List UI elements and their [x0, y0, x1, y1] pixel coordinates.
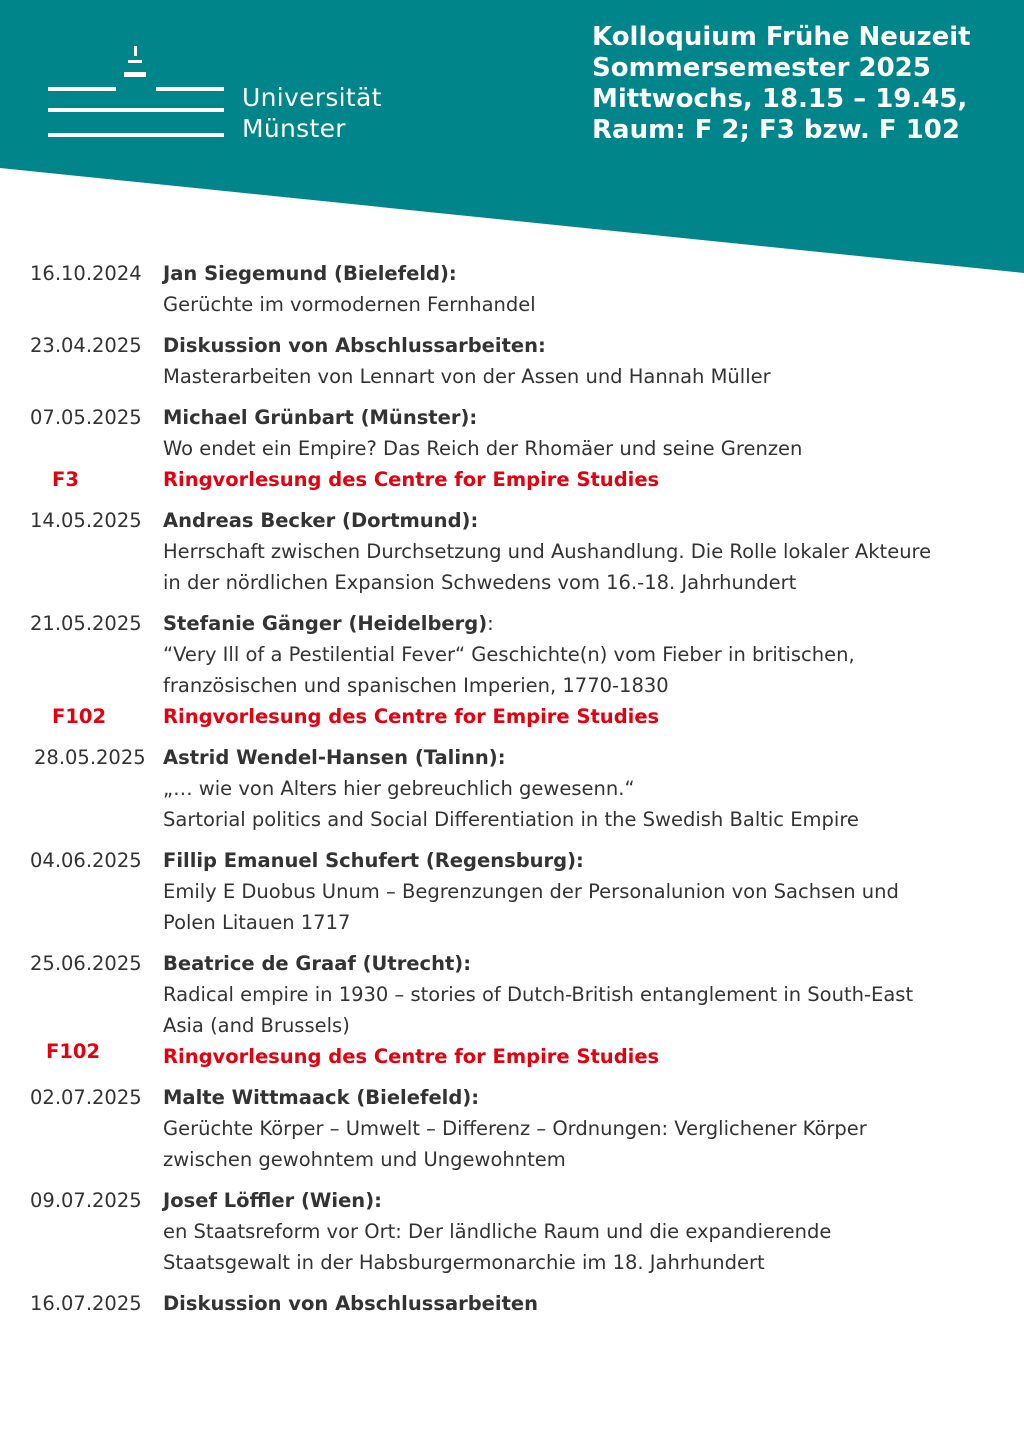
session-topic-line: Asia (and Brussels) [163, 1014, 350, 1037]
schedule-entry [0, 742, 1024, 835]
colloquium-title: Kolloquium Frühe Neuzeit [592, 22, 971, 52]
schedule-entry [0, 948, 1024, 1072]
logo-mark-small [128, 60, 142, 63]
session-date: 09.07.2025 [30, 1189, 142, 1212]
session-speaker: Astrid Wendel-Hansen (Talinn): [163, 746, 506, 769]
session-topic-line: „… wie von Alters hier gebreuchlich gewesenn.“ [163, 777, 635, 800]
session-topic-line: “Very Ill of a Pestilential Fever“ Geschichte(n) vom Fieber in britischen, [163, 643, 855, 666]
session-speaker: Andreas Becker (Dortmund): [163, 509, 479, 532]
speaker-colon: : [487, 612, 494, 635]
session-topic-line: Sartorial politics and Social Differentiation in the Swedish Baltic Empire [163, 808, 859, 831]
session-topic-line: Staatsgewalt in der Habsburgermonarchie im 18. Jahrhundert [163, 1251, 765, 1274]
session-date: 16.10.2024 [30, 262, 142, 285]
logo-line-1-left [48, 87, 116, 91]
session-topic-line: Gerüchte im vormodernen Fernhandel [163, 293, 536, 316]
session-topic-line: Masterarbeiten von Lennart von der Assen und Hannah Müller [163, 365, 771, 388]
ringvorlesung-label: Ringvorlesung des Centre for Empire Studies [163, 705, 660, 728]
session-speaker: Fillip Emanuel Schufert (Regensburg): [163, 849, 584, 872]
session-speaker-line [163, 608, 1024, 639]
session-date: 23.04.2025 [30, 334, 142, 357]
ringvorlesung-label: Ringvorlesung des Centre for Empire Studies [163, 1045, 660, 1068]
room-label: F102 [46, 1040, 101, 1063]
session-speaker: Beatrice de Graaf (Utrecht): [163, 952, 472, 975]
session-topic-line: zwischen gewohntem und Ungewohntem [163, 1148, 566, 1171]
session-speaker: Michael Grünbart (Münster): [163, 406, 478, 429]
session-topic-line: Polen Litauen 1717 [163, 911, 351, 934]
university-logo [48, 44, 398, 144]
session-date: 07.05.2025 [30, 406, 142, 429]
schedule-entry [0, 505, 1024, 598]
session-speaker: Stefanie Gänger (Heidelberg) [163, 612, 488, 635]
semester: Sommersemester 2025 [592, 53, 931, 83]
session-date: 16.07.2025 [30, 1292, 142, 1315]
session-date: 21.05.2025 [30, 612, 142, 635]
logo-mark-mid [124, 72, 146, 77]
schedule-entry [0, 608, 1024, 732]
logo-line-1-right [156, 87, 224, 91]
session-date: 04.06.2025 [30, 849, 142, 872]
logo-line-2 [48, 108, 224, 112]
schedule-entry [0, 1082, 1024, 1175]
session-topic-line: en Staatsreform vor Ort: Der ländliche Raum und die expandierende [163, 1220, 832, 1243]
session-date: 14.05.2025 [30, 509, 142, 532]
schedule-entry [0, 402, 1024, 495]
session-date: 28.05.2025 [34, 746, 146, 769]
session-topic-line: Radical empire in 1930 – stories of Dutch-British entanglement in South-East [163, 983, 914, 1006]
session-topic-line: Gerüchte Körper – Umwelt – Differenz – Ordnungen: Verglichener Körper [163, 1117, 867, 1140]
schedule-list [0, 258, 1024, 1329]
session-date: 25.06.2025 [30, 952, 142, 975]
schedule-entry [0, 1185, 1024, 1278]
session-topic-line: in der nördlichen Expansion Schwedens vom 16.-18. Jahrhundert [163, 571, 797, 594]
logo-line-3 [48, 133, 224, 137]
schedule-entry [0, 845, 1024, 938]
session-topic-line: Emily E Duobus Unum – Begrenzungen der Personalunion von Sachsen und [163, 880, 899, 903]
schedule-entry [0, 258, 1024, 320]
schedule-entry [0, 1288, 1024, 1319]
session-speaker: Diskussion von Abschlussarbeiten: [163, 334, 546, 357]
session-speaker: Jan Siegemund (Bielefeld): [163, 262, 457, 285]
session-speaker: Malte Wittmaack (Bielefeld): [163, 1086, 480, 1109]
schedule-entry [0, 330, 1024, 392]
meeting-time: Mittwochs, 18.15 – 19.45, [592, 84, 968, 114]
session-topic-line: Herrschaft zwischen Durchsetzung und Aushandlung. Die Rolle lokaler Akteure [163, 540, 932, 563]
colloquium-info [592, 22, 1012, 146]
logo-text-line1: Universität [242, 83, 382, 112]
logo-mark-top [134, 46, 137, 56]
room-label: F3 [52, 468, 79, 491]
session-date: 02.07.2025 [30, 1086, 142, 1109]
session-topic-line: Wo endet ein Empire? Das Reich der Rhomäer und seine Grenzen [163, 437, 803, 460]
room-label: F102 [52, 705, 107, 728]
session-speaker: Diskussion von Abschlussarbeiten [163, 1292, 539, 1315]
session-topic-line: französischen und spanischen Imperien, 1770-1830 [163, 674, 669, 697]
logo-wordmark [242, 82, 382, 144]
session-speaker: Josef Löffler (Wien): [163, 1189, 382, 1212]
logo-text-line2: Münster [242, 114, 346, 143]
ringvorlesung-label: Ringvorlesung des Centre for Empire Studies [163, 468, 660, 491]
meeting-room: Raum: F 2; F3 bzw. F 102 [592, 115, 960, 145]
